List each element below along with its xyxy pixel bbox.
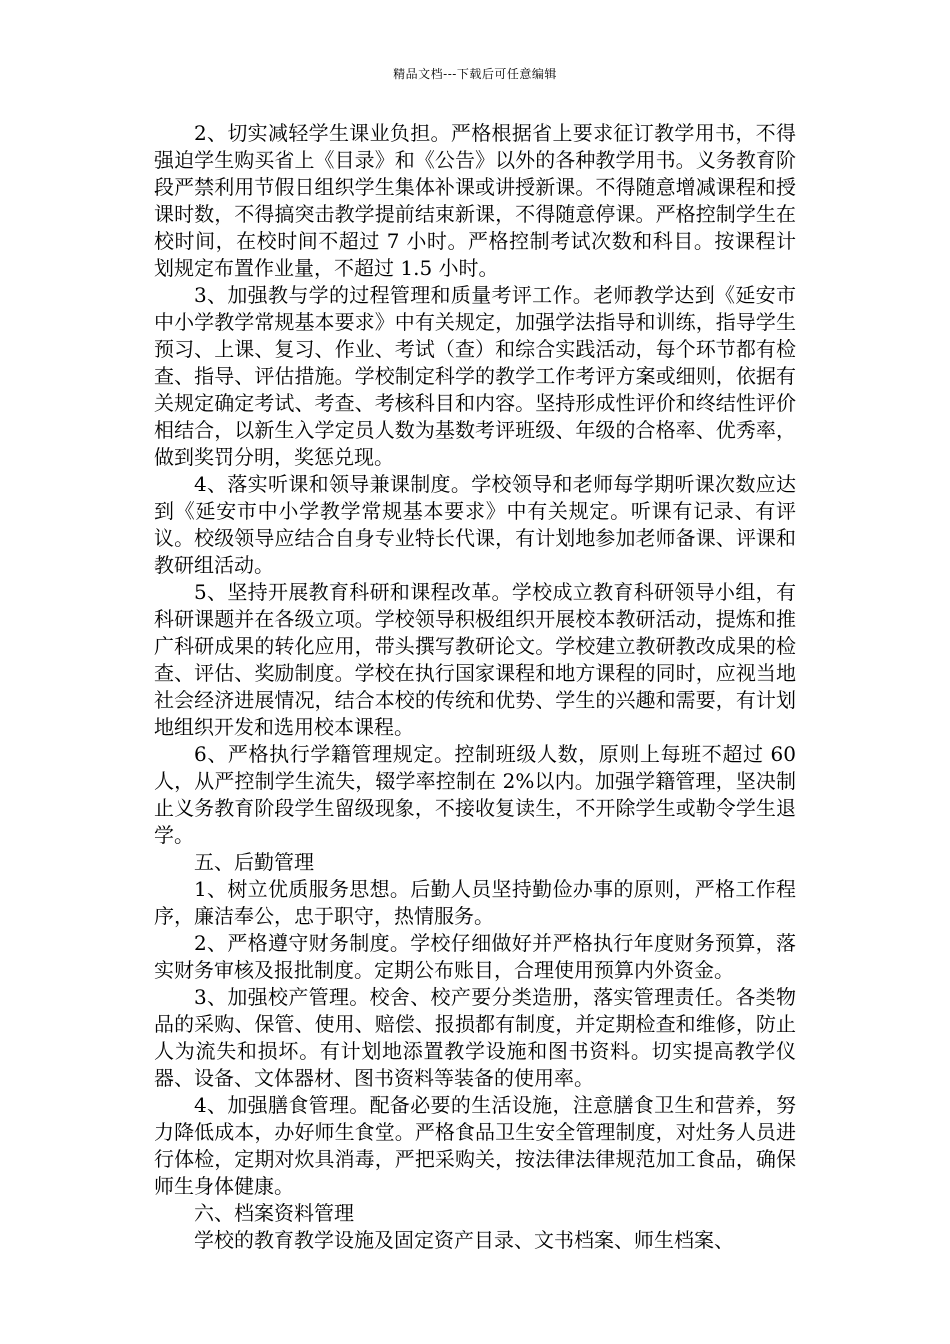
paragraph-lesson-observation: 4、落实听课和领导兼课制度。学校领导和老师每学期听课次数应达到《延安市中小学教学常规基本要求》中有关规定。听课有记录、有评议。校级领导应结合自身专业特长代课，有计划地参加老师备课、评课和教研组活动。 xyxy=(154,472,796,577)
paragraph-student-records: 6、严格执行学籍管理规定。控制班级人数，原则上每班不超过 60 人，从严控制学生流失，辍学率控制在 2%以内。加强学籍管理，坚决制止义务教育阶段学生留级现象，不接收复读生，不开除学生或勒令学生退学。 xyxy=(154,742,796,847)
paragraph-finance: 2、严格遵守财务制度。学校仔细做好并严格执行年度财务预算，落实财务审核及报批制度。定期公布账目，合理使用预算内外资金。 xyxy=(154,931,796,982)
paragraph-teaching-management: 3、加强教与学的过程管理和质量考评工作。老师教学达到《延安市中小学教学常规基本要求》中有关规定，加强学法指导和训练，指导学生预习、上课、复习、作业、考试（查）和综合实践活动，每个环节都有检查、指导、评估措施。学校制定科学的教学工作考评方案或细则，依据有关规定确定考试、考查、考核科目和内容。坚持形成性评价和终结性评价相结合，以新生入学定员人数为基数考评班级、年级的合格率、优秀率，做到奖罚分明，奖惩兑现。 xyxy=(154,283,796,469)
page-header: 精品文档---下载后可任意编辑 xyxy=(393,67,557,81)
section-heading-logistics: 五、后勤管理 xyxy=(194,850,314,874)
paragraph-research-reform: 5、坚持开展教育科研和课程改革。学校成立教育科研领导小组，有科研课题并在各级立项。学校领导积极组织开展校本教研活动，提炼和推广科研成果的转化应用，带头撰写教研论文。学校建立教研教改成果的检查、评估、奖励制度。学校在执行国家课程和地方课程的同时，应视当地社会经济进展情况，结合本校的传统和优势、学生的兴趣和需要，有计划地组织开发和选用校本课程。 xyxy=(154,580,796,739)
paragraph-catering: 4、加强膳食管理。配备必要的生活设施，注意膳食卫生和营养，努力降低成本，办好师生食堂。严格食品卫生安全管理制度，对灶务人员进行体检，定期对炊具消毒，严把采购关，按法律法律规范加工食品，确保师生身体健康。 xyxy=(154,1093,796,1198)
section-heading-archives: 六、档案资料管理 xyxy=(194,1201,354,1225)
paragraph-service: 1、树立优质服务思想。后勤人员坚持勤俭办事的原则，严格工作程序，廉洁奉公，忠于职守，热情服务。 xyxy=(154,877,796,928)
paragraph-assets: 3、加强校产管理。校舍、校产要分类造册，落实管理责任。各类物品的采购、保管、使用、赔偿、报损都有制度，并定期检查和维修，防止人为流失和损坏。有计划地添置教学设施和图书资料。切实提高教学仪器、设备、文体器材、图书资料等装备的使用率。 xyxy=(154,985,796,1090)
document-body xyxy=(154,120,796,1254)
paragraph-archives: 学校的教育教学设施及固定资产目录、文书档案、师生档案、 xyxy=(194,1228,734,1252)
paragraph-reduce-burden: 2、切实减轻学生课业负担。严格根据省上要求征订教学用书，不得强迫学生购买省上《目录》和《公告》以外的各种教学用书。义务教育阶段严禁利用节假日组织学生集体补课或讲授新课。不得随意增减课程和授课时数，不得搞突击教学提前结束新课，不得随意停课。严格控制学生在校时间，在校时间不超过 7 小时。严格控制考试次数和科目。按课程计划规定布置作业量，不超过 1.5 小时。 xyxy=(154,121,796,280)
